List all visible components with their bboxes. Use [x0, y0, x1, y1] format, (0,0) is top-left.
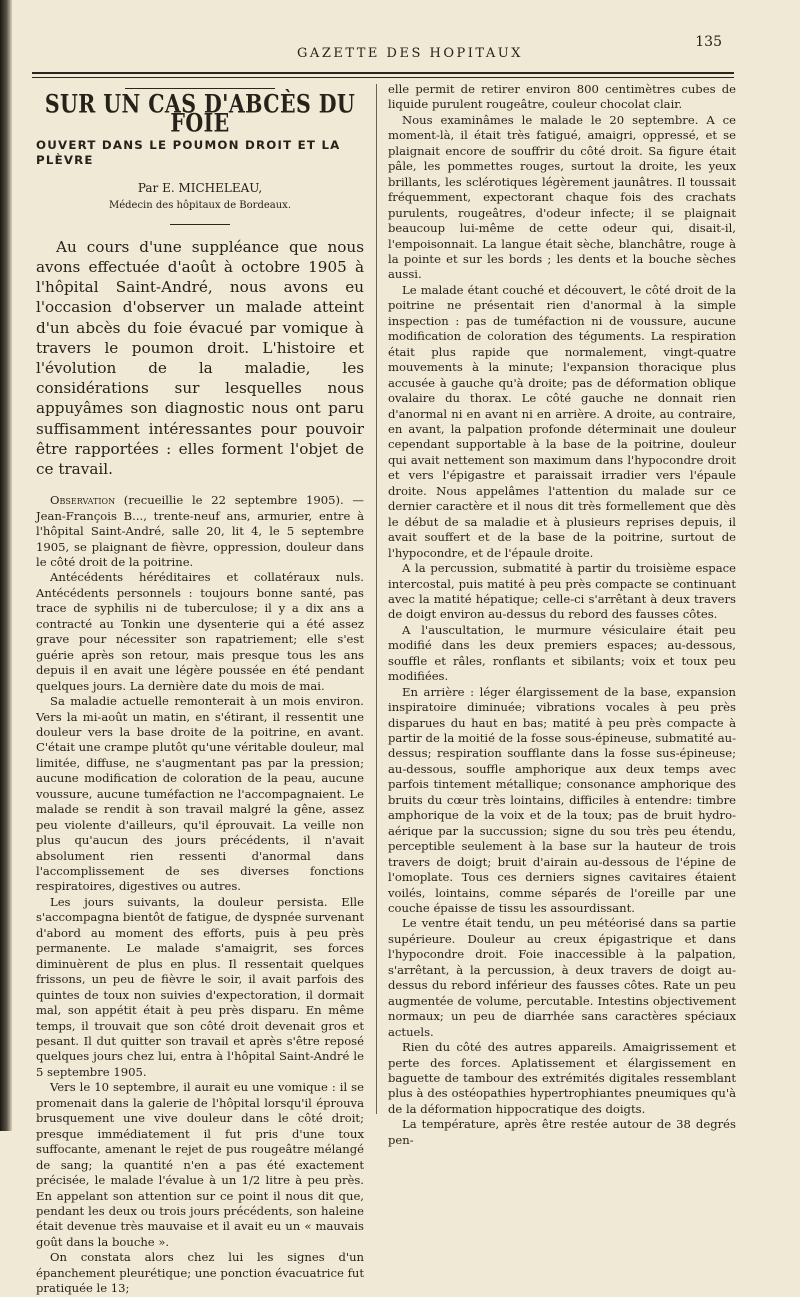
byline-rule	[170, 224, 230, 225]
page-number: 135	[695, 34, 722, 50]
article-subtitle: OUVERT DANS LE POUMON DROIT ET LA PLÈVRE	[36, 137, 341, 168]
author-line: Par E. MICHELEAU,	[137, 180, 263, 195]
book-spine-shadow	[0, 0, 12, 1131]
body-paragraph: A l'auscultation, le murmure vésiculaire était peu modifié dans les deux premiers espaces; au-dessous, souffle et râles, ronflants et sibilants; voix et toux peu modifiées.	[388, 622, 736, 684]
body-paragraph: Les jours suivants, la douleur persista. Elle s'accompagna bientôt de fatigue, de dyspnée survenant d'abord au moment des efforts, puis à peu près permanente. Le malade s'amaigrit, ses forces diminuèrent de plus en plus. Il ressentait quelques frissons, un peu de fièvre le soir, il avait parfois des quintes de toux non suivies d'expectoration, il dormait mal, son appétit était à peu près disparu. En même temps, il trouvait que son côté droit devenait gros et pesant. Il dut quitter son travail et après s'être reposé quelques jours chez lui, entra à l'hôpital Saint-André le 5 septembre 1905.	[36, 894, 364, 1079]
article-title: SUR UN CAS D'ABCÈS DU FOIE	[44, 88, 356, 139]
author-affiliation: Médecin des hôpitaux de Bordeaux.	[108, 200, 291, 212]
observation-text: (recueillie le 22 septembre 1905). — Jean-François B..., trente-neuf ans, armurier, entre à l'hôpital Saint-André, salle 20, lit 4, le 5 septembre 1905, se plaignant de fièvre, oppression, douleur dans le côté droit de la poitrine.	[36, 493, 364, 569]
body-paragraph: Sa maladie actuelle remonterait à un mois environ. Vers la mi-août un matin, en s'étirant, il ressentit une douleur vers la base droite de la poitrine, en avant. C'était une crampe plutôt qu'une véritable douleur, mal limitée, diffuse, ne s'augmentant pas par la pression; aucune modification de coloration de la peau, aucune voussure, aucune tuméfaction ne l'accompagnaient. Le malade se rendit à son travail malgré la gêne, assez peu violente d'ailleurs, qu'il éprouvait. La veille non plus qu'aucun des jours précédents, il n'avait absolument rien ressenti d'anormal dans l'accomplissement de ses diverses fonctions respiratoires, digestives ou autres.	[36, 694, 364, 894]
column-divider	[376, 84, 377, 1114]
body-paragraph: Vers le 10 septembre, il aurait eu une vomique : il se promenait dans la galerie de l'hôpital lorsqu'il éprouva brusquement une vive douleur dans le côté droit; presque immédiatement il fut pris d'une toux suffocante, amenant le rejet de pus rougeâtre mélangé de sang; la quantité n'en a pas été exactement précisée, le malade l'évalue à un 1/2 litre à peu près. En appelant son attention sur ce point il nous dit que, pendant les deux ou trois jours précédents, son haleine était devenue très mauvaise et il avait eu un « mauvais goût dans la bouche ».	[36, 1080, 364, 1249]
observation-paragraph	[36, 493, 364, 570]
body-paragraph: Antécédents héréditaires et collatéraux nuls. Antécédents personnels : toujours bonne santé, pas trace de syphilis ni de tuberculose; il y a dix ans a contracté au Tonkin une dysenterie qui a été assez grave pour nécessiter son rapatriement; elle s'est guérie après son retour, mais presque tous les ans depuis il en avait une légère poussée en été pendant quelques jours. La dernière date du mois de mai.	[36, 570, 364, 693]
left-column	[36, 82, 364, 1296]
intro-paragraph: Au cours d'une suppléance que nous avons effectuée d'août à octobre 1905 à l'hôpital Saint-André, nous avons eu l'occasion d'observer un malade atteint d'un abcès du foie évacué par vomique à travers le poumon droit. L'histoire et l'évolution de la maladie, les considérations sur lesquelles nous appuyâmes son diagnostic nous ont paru suffisamment intéressantes pour pouvoir être rapportées : elles forment l'objet de ce travail.	[36, 237, 364, 478]
observation-label: Observation	[50, 493, 116, 508]
body-paragraph: Nous examinâmes le malade le 20 septembre. A ce moment-là, il était très fatigué, amaigri, oppressé, et se plaignait encore de souffrir du côté droit. Sa figure était pâle, les pommettes rouges, surtout la droite, les yeux brillants, les sclérotiques légèrement jaunâtres. Il toussait fréquemment, expectorant chaque fois des crachats purulents, rougeâtres, d'odeur infecte; il se plaignait beaucoup lui-même de cette odeur qui, disait-il, l'empoisonnait. La langue était sèche, blanchâtre, rouge à la pointe et sur les bords ; les dents et la bouche sèches aussi.	[388, 112, 736, 282]
body-paragraph: Le malade étant couché et découvert, le côté droit de la poitrine ne présentait rien d'anormal à la simple inspection : pas de tuméfaction ni de voussure, aucune modification de coloration des téguments. La respiration était plus rapide que normalement, vingt-quatre mouvements à la minute; l'expansion thoracique plus accusée à gauche qu'à droite; pas de déformation oblique ovalaire du thorax. Le côté gauche ne donnait rien d'anormal ni en avant ni en arrière. A droite, au contraire, en avant, la palpation profonde déterminait une douleur cependant supportable à la base de la poitrine, douleur qui avait nettement son maximum dans l'hypocondre droit et vers l'épigastre et paraissait irradier vers l'épaule droite. Nous appelâmes l'attention du malade sur ce dernier caractère et il nous dit très formellement que dès le début de sa maladie et à plusieurs reprises depuis, il avait souffert et de la base de la poitrine, surtout de l'hypocondre, et de l'épaule droite.	[388, 282, 736, 560]
body-paragraph: La température, après être restée autour de 38 degrés pen-	[388, 1117, 736, 1147]
body-paragraph: Le ventre était tendu, un peu météorisé dans sa partie supérieure. Douleur au creux épigastrique et dans l'hypocondre droit. Foie inaccessible à la palpation, s'arrêtant, à la percussion, à deux travers de doigt au-dessus du rebord inférieur des fausses côtes. Rate un peu augmentée de volume, percutable. Intestins objectivement normaux; un peu de diarrhée sans caractères spéciaux actuels.	[388, 916, 736, 1039]
body-paragraph: En arrière : léger élargissement de la base, expansion inspiratoire diminuée; vibrations vocales à peu près disparues du haut en bas; matité à peu près compacte à partir de la moitié de la fosse sous-épineuse, submatité au-dessus; respiration soufflante dans la fosse sus-épineuse; au-dessous, souffle amphorique aux deux temps avec parfois tintement métallique; consonance amphorique des bruits du cœur très lointains, difficiles à entendre: timbre amphorique de la voix et de la toux; pas de bruit hydro-aérique par la succussion; signe du sou très peu étendu, perceptible seulement à la base sur la hauteur de trois travers de doigt; bruit d'airain au-dessous de l'épine de l'omoplate. Tous ces derniers signes cavitaires étaient voilés, lointains, comme séparés de l'oreille par une couche épaisse de tissu les assourdissant.	[388, 684, 736, 916]
body-paragraph: On constata alors chez lui les signes d'un épanchement pleurétique; une ponction évacuatrice fut pratiquée le 13;	[36, 1250, 364, 1296]
right-column	[388, 82, 736, 1147]
body-paragraph: A la percussion, submatité à partir du troisième espace intercostal, puis matité à peu près compacte se continuant avec la matité hépatique; celle-ci s'arrêtant à deux travers de doigt environ au-dessus du rebord des fausses côtes.	[388, 561, 736, 622]
header-rule-thin	[32, 77, 734, 78]
header-rule	[32, 72, 734, 74]
body-paragraph: elle permit de retirer environ 800 centimètres cubes de liquide purulent rougeâtre, couleur chocolat clair.	[388, 82, 736, 112]
page-header	[60, 30, 760, 70]
body-paragraph: Rien du côté des autres appareils. Amaigrissement et perte des forces. Aplatissement et élargissement en baguette de tambour des extrémités digitales ressemblant plus à des ostéopathies hypertrophiantes pneumiques qu'à de la déformation hippocratique des doigts.	[388, 1040, 736, 1116]
journal-title: GAZETTE DES HOPITAUX	[297, 46, 523, 61]
